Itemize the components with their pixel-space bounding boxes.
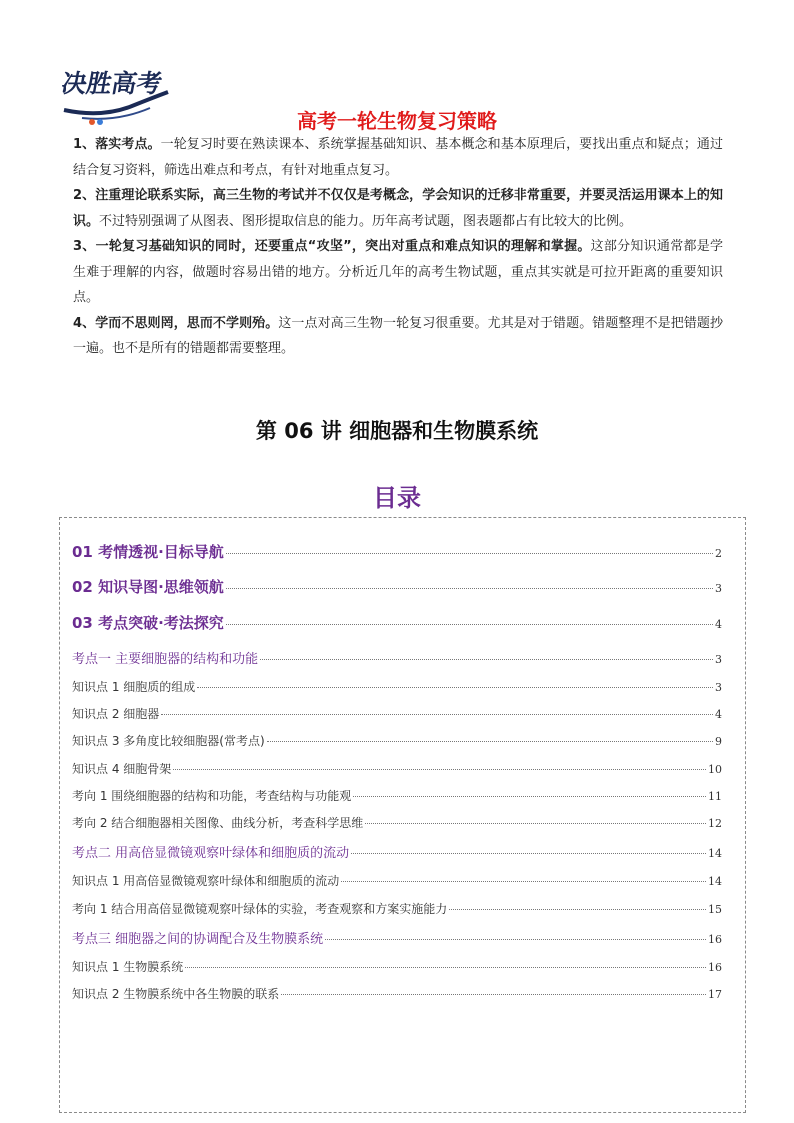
toc-entry-item[interactable] bbox=[72, 760, 722, 777]
toc-entry-item[interactable] bbox=[72, 872, 722, 889]
toc-entry-label: 知识点 2 生物膜系统中各生物膜的联系 bbox=[72, 987, 280, 1001]
toc-entry-label: 考向 1 围绕细胞器的结构和功能，考查结构与功能观 bbox=[72, 789, 352, 803]
toc-page-number: 3 bbox=[715, 681, 722, 694]
toc-page-number: 12 bbox=[708, 817, 722, 830]
toc-leader-dots bbox=[365, 823, 706, 824]
strategy-point-4-body: 这一点对高三生物一轮复习很重要。尤其是对于错题。错题整理不是把错题抄一遍。也不是所有的错题都需要整理。 bbox=[73, 315, 723, 356]
toc-entry-label: 考点三 细胞器之间的协调配合及生物膜系统 bbox=[72, 932, 324, 947]
toc-leader-dots bbox=[449, 909, 706, 910]
strategy-point-3-body: 这部分知识通常都是学生难于理解的内容，做题时容易出错的地方。分析近几年的高考生物试题，重点其实就是可拉开距离的重要知识点。 bbox=[73, 239, 723, 305]
strategy-paragraph-3 bbox=[73, 234, 723, 311]
toc-entry-label: 知识点 3 多角度比较细胞器(常考点) bbox=[72, 734, 265, 748]
toc-entry-section-02[interactable] bbox=[72, 576, 722, 597]
toc-page-number: 14 bbox=[708, 847, 722, 860]
toc-page-number: 4 bbox=[715, 708, 722, 721]
toc-entry-item[interactable] bbox=[72, 985, 722, 1002]
strategy-point-2-heading: 2、注重理论联系实际，高三生物的考试并不仅仅是考概念，学会知识的迁移非常重要，并要灵活运用课本上的知识。 bbox=[73, 188, 723, 229]
page-title: 高考一轮生物复习策略 bbox=[297, 109, 497, 133]
toc-page-number: 2 bbox=[715, 547, 722, 560]
toc-page-number: 3 bbox=[715, 653, 722, 666]
toc-leader-dots bbox=[341, 881, 706, 882]
toc-page-number: 10 bbox=[708, 763, 722, 776]
strategy-point-3-heading: 3、一轮复习基础知识的同时，还要重点“攻坚”，突出对重点和难点知识的理解和掌握。 bbox=[73, 239, 591, 254]
toc-entry-label: 考向 1 结合用高倍显微镜观察叶绿体的实验，考查观察和方案实施能力 bbox=[72, 902, 448, 916]
toc-entry-item[interactable] bbox=[72, 787, 722, 804]
toc-leader-dots bbox=[197, 687, 713, 688]
toc-leader-dots bbox=[226, 553, 713, 554]
strategy-paragraph-2 bbox=[73, 183, 723, 234]
strategy-point-4-heading: 4、学而不思则罔，思而不学则殆。 bbox=[73, 315, 279, 331]
toc-page-number: 3 bbox=[715, 582, 722, 595]
toc-page-number: 15 bbox=[708, 903, 722, 916]
toc-page-number: 9 bbox=[715, 735, 722, 748]
strategy-point-2-body: 不过特别强调了从图表、图形提取信息的能力。历年高考试题，图表题都占有比较大的比例。 bbox=[99, 213, 633, 229]
toc-entry-topic-3[interactable] bbox=[72, 928, 722, 947]
strategy-point-1-body: 一轮复习时要在熟读课本、系统掌握基础知识、基本概念和基本原理后，要找出重点和疑点；通过结合复习资料，筛选出难点和考点，有针对地重点复习。 bbox=[73, 137, 723, 178]
strategy-section bbox=[73, 132, 723, 362]
toc-leader-dots bbox=[260, 659, 713, 660]
toc-heading: 目录 bbox=[373, 484, 421, 512]
toc-entry-label: 知识点 1 生物膜系统 bbox=[72, 960, 184, 974]
toc-leader-dots bbox=[353, 796, 706, 797]
strategy-point-1-heading: 1、落实考点。 bbox=[73, 137, 161, 152]
toc-page-number: 11 bbox=[708, 790, 722, 803]
toc-leader-dots bbox=[281, 994, 706, 995]
toc-page-number: 14 bbox=[708, 875, 722, 888]
toc-entry-item[interactable] bbox=[72, 732, 722, 749]
toc-leader-dots bbox=[226, 624, 713, 625]
strategy-paragraph-1 bbox=[73, 132, 723, 183]
toc-entry-item[interactable] bbox=[72, 900, 722, 917]
toc-entry-label: 考点一 主要细胞器的结构和功能 bbox=[72, 652, 259, 667]
toc-leader-dots bbox=[173, 769, 706, 770]
toc-entry-label: 知识点 2 细胞器 bbox=[72, 707, 160, 721]
toc-entry-label: 02 知识导图·思维领航 bbox=[72, 578, 224, 596]
toc-entry-label: 知识点 4 细胞骨架 bbox=[72, 762, 172, 776]
strategy-paragraph-4 bbox=[73, 311, 723, 362]
toc-leader-dots bbox=[325, 939, 706, 940]
toc-entry-label: 03 考点突破·考法探究 bbox=[72, 614, 224, 632]
logo-text: 决胜高考 bbox=[59, 69, 165, 98]
toc-entry-label: 知识点 1 细胞质的组成 bbox=[72, 680, 196, 694]
toc-entry-item[interactable] bbox=[72, 705, 722, 722]
toc-entry-label: 01 考情透视·目标导航 bbox=[72, 543, 224, 561]
toc-entry-section-01[interactable] bbox=[72, 541, 722, 562]
toc-page-number: 4 bbox=[715, 618, 722, 631]
toc-leader-dots bbox=[226, 588, 713, 589]
toc-entry-item[interactable] bbox=[72, 814, 722, 831]
toc-leader-dots bbox=[351, 853, 706, 854]
toc-entry-section-03[interactable] bbox=[72, 612, 722, 633]
toc-entry-label: 考点二 用高倍显微镜观察叶绿体和细胞质的流动 bbox=[72, 846, 350, 861]
toc-entry-item[interactable] bbox=[72, 958, 722, 975]
toc-entry-topic-1[interactable] bbox=[72, 648, 722, 667]
toc-leader-dots bbox=[185, 967, 706, 968]
toc-page-number: 16 bbox=[708, 961, 722, 974]
toc-entry-label: 知识点 1 用高倍显微镜观察叶绿体和细胞质的流动 bbox=[72, 874, 340, 888]
toc-page-number: 17 bbox=[708, 988, 722, 1001]
toc-entry-label: 考向 2 结合细胞器相关图像、曲线分析，考查科学思维 bbox=[72, 816, 364, 830]
toc-leader-dots bbox=[267, 741, 713, 742]
toc-leader-dots bbox=[161, 714, 713, 715]
toc-entry-item[interactable] bbox=[72, 678, 722, 695]
toc-entry-topic-2[interactable] bbox=[72, 842, 722, 861]
toc-page-number: 16 bbox=[708, 933, 722, 946]
lecture-title: 第 06 讲 细胞器和生物膜系统 bbox=[255, 419, 539, 443]
